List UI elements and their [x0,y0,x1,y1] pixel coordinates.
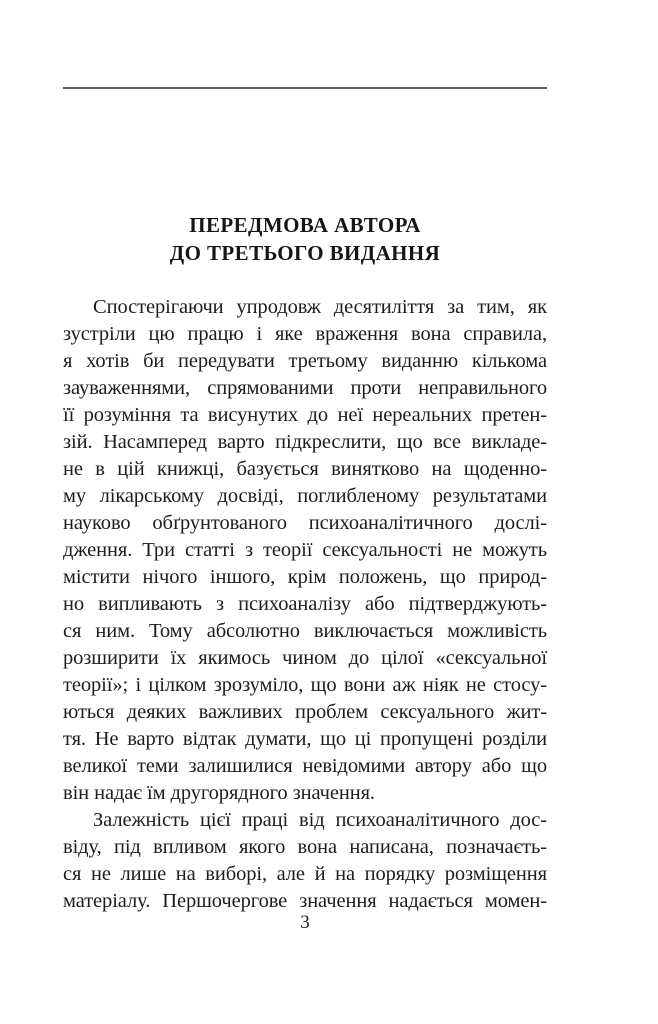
chapter-title [63,211,547,267]
chapter-title-line-2: ДО ТРЕТЬОГО ВИДАННЯ [169,241,441,265]
text-line: му лікарському досвіді, поглибленому результатами [63,485,547,507]
text-line: Спостерігаючи упродовж десятиліття за тим, як [93,296,547,318]
text-line: він надає їм другорядного значення. [63,782,375,804]
text-line: но випливають з психоаналізу або підтверджують- [63,593,547,615]
header-rule [63,87,547,89]
text-line: її розуміння та висунутих до неї нереальних претен- [63,404,547,426]
text-line: Залежність цієї праці від психоаналітичного дос- [93,809,547,831]
text-line: зій. Насамперед варто підкреслити, що все викладе- [63,431,547,453]
text-line: великої теми залишилися невідомими автору або що [63,755,547,777]
text-line: містити нічого іншого, крім положень, що природ- [63,566,547,588]
chapter-title-line-1: ПЕРЕДМОВА АВТОРА [189,213,421,237]
text-line: теорії»; і цілком зрозуміло, що вони аж ніяк не стосу- [63,674,547,696]
text-line: розширити їх якимось чином до цілої «сексуальної [63,647,547,669]
text-line: я хотів би передувати третьому виданню кількома [63,350,547,372]
text-line: зустріли цю працю і яке враження вона справила, [63,323,547,345]
paragraph [63,294,547,807]
text-line: тя. Не варто відтак думати, що ці пропущені розділи [63,728,547,750]
text-line: ються деяких важливих проблем сексуального жит- [63,701,547,723]
text-line: ся не лише на виборі, але й на порядку розміщення [63,863,547,885]
text-line: не в цій книжці, базується винятково на щоденно- [63,458,547,480]
text-line: зауваженнями, спрямованими проти неправильного [63,377,547,399]
text-line: ся ним. Тому абсолютно виключається можливість [63,620,547,642]
text-line: віду, під впливом якого вона написана, позначаєть- [63,836,547,858]
page-number: 3 [300,912,310,933]
text-line: матеріалу. Першочергове значення надається момен- [63,890,547,912]
body-text [63,294,547,915]
text-line: науково обґрунтованого психоаналітичного дослі- [63,512,547,534]
text-line: дження. Три статті з теорії сексуальності не можуть [63,539,547,561]
paragraph [63,807,547,915]
